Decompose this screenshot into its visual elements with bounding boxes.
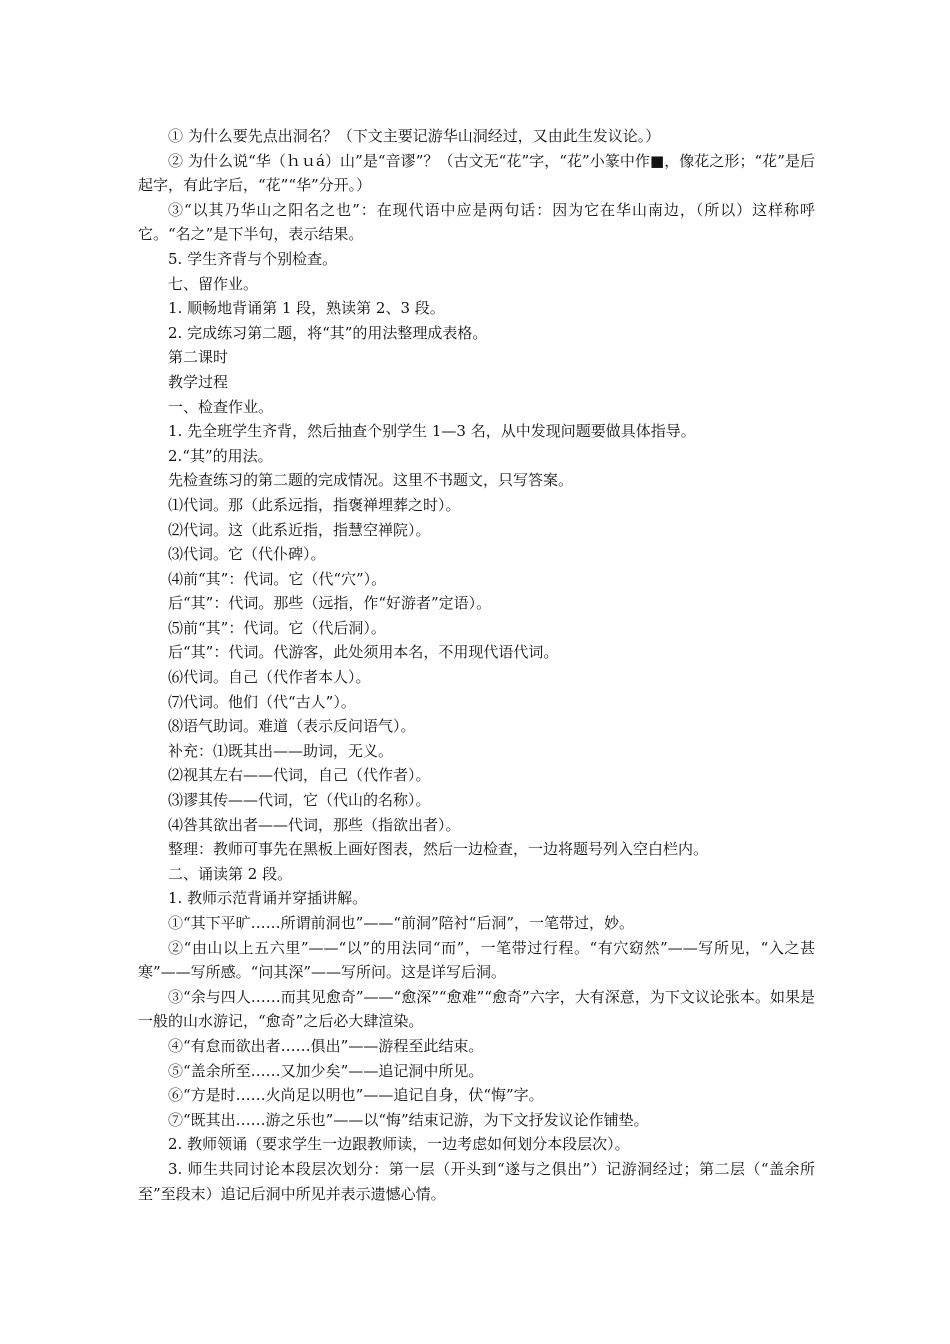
paragraph: ①“其下平旷……所谓前洞也”——“前洞”陪衬“后洞”，一笔带过，妙。 — [168, 914, 635, 932]
list-item: ⑷前“其”：代词。它（代“穴”）。 — [168, 569, 387, 588]
paragraph: 2.“其”的用法。 — [168, 446, 273, 465]
paragraph: ⑦“既其出……游之乐也”——以“悔”结束记游，为下文抒发议论作铺垫。 — [168, 1110, 649, 1129]
paragraph: ① 为什么要先点出洞名？（下文主要记游华山洞经过，又由此生发议论。） — [168, 127, 661, 145]
list-item: 补充：⑴既其出——助词，无义。 — [168, 741, 394, 760]
list-item: 后“其”：代词。代游客，此处须用本名，不用现代语代词。 — [168, 643, 559, 662]
paragraph: 5. 学生齐背与个别检查。 — [168, 249, 338, 268]
paragraph: ② 为什么说“华（ｈｕá）山”是“音谬”？（古文无“花”字，“花”小篆中作■，像花之形；“花”是后起字，有此字后，“花”“华”分开。） — [138, 151, 815, 195]
section-heading: 七、留作业。 — [168, 274, 259, 293]
paragraph: 3. 师生共同讨论本段层次划分：第一层（开头到“遂与之俱出”）记游洞经过；第二层（“盖余所至”至段末）追记后洞中所见并表示遗憾心情。 — [138, 1159, 815, 1203]
paragraph: 整理：教师可事先在黑板上画好图表，然后一边检查，一边将题号列入空白栏内。 — [168, 840, 709, 859]
paragraph: 1. 先全班学生齐背，然后抽查个别学生 1—3 名，从中发现问题要做具体指导。 — [168, 422, 696, 441]
paragraph: 1. 顺畅地背诵第 1 段，熟读第 2、3 段。 — [168, 299, 445, 318]
paragraph: 2. 完成练习第二题，将“其”的用法整理成表格。 — [168, 323, 488, 342]
list-item: ⑺代词。他们（代“古人”）。 — [168, 692, 356, 711]
lesson-heading: 第二课时 — [168, 348, 229, 367]
paragraph: ③“余与四人……而其见愈奇”——“愈深”“愈难”“愈奇”六字，大有深意，为下文议论张本。如果是一般的山水游记，“愈奇”之后必大肆渲染。 — [138, 987, 815, 1031]
list-item: ⑵代词。这（此系近指，指慧空禅院）。 — [168, 520, 431, 539]
paragraph: ③“以其乃华山之阳名之也”：在现代语中应是两句话：因为它在华山南边，（所以）这样称呼它。“名之”是下半句，表示结果。 — [138, 200, 815, 244]
list-item: ⑵视其左右——代词，自己（代作者）。 — [168, 766, 431, 785]
list-item: ⑸前“其”：代词。它（代后洞）。 — [168, 618, 386, 637]
section-heading: 教学过程 — [168, 372, 229, 391]
list-item: ⑻语气助词。难道（表示反问语气）。 — [168, 717, 416, 736]
document-body — [138, 124, 815, 1206]
paragraph: ④“有怠而欲出者……俱出”——游程至此结束。 — [168, 1036, 484, 1055]
paragraph: ⑥“方是时……火尚足以明也”——追记自身，伏“悔”字。 — [168, 1086, 544, 1105]
list-item: ⑷咎其欲出者——代词，那些（指欲出者）。 — [168, 815, 461, 834]
list-item: ⑶代词。它（代仆碑）。 — [168, 545, 326, 564]
section-heading: 二、诵读第 2 段。 — [168, 864, 293, 883]
list-item: ⑹代词。自己（代作者本人）。 — [168, 668, 371, 687]
paragraph: ⑤“盖余所至……又加少矣”——追记洞中所见。 — [168, 1061, 484, 1080]
list-item: 后“其”：代词。那些（远指，作“好游者”定语）。 — [168, 594, 492, 613]
list-item: ⑴代词。那（此系远指，指褒禅埋葬之时）。 — [168, 495, 461, 514]
section-heading: 一、检查作业。 — [168, 397, 274, 416]
list-item: ⑶谬其传——代词，它（代山的名称）。 — [168, 791, 431, 810]
paragraph: 1. 教师示范背诵并穿插讲解。 — [168, 889, 368, 908]
paragraph: 2. 教师领诵（要求学生一边跟教师读，一边考虑如何划分本段层次）。 — [168, 1135, 630, 1154]
paragraph: ②“由山以上五六里”——“以”的用法同“而”，一笔带过行程。“有穴窈然”——写所见，“入之甚寒”——写所感。“问其深”——写所问。这是详写后洞。 — [138, 938, 815, 982]
paragraph: 先检查练习的第二题的完成情况。这里不书题文，只写答案。 — [168, 471, 574, 490]
